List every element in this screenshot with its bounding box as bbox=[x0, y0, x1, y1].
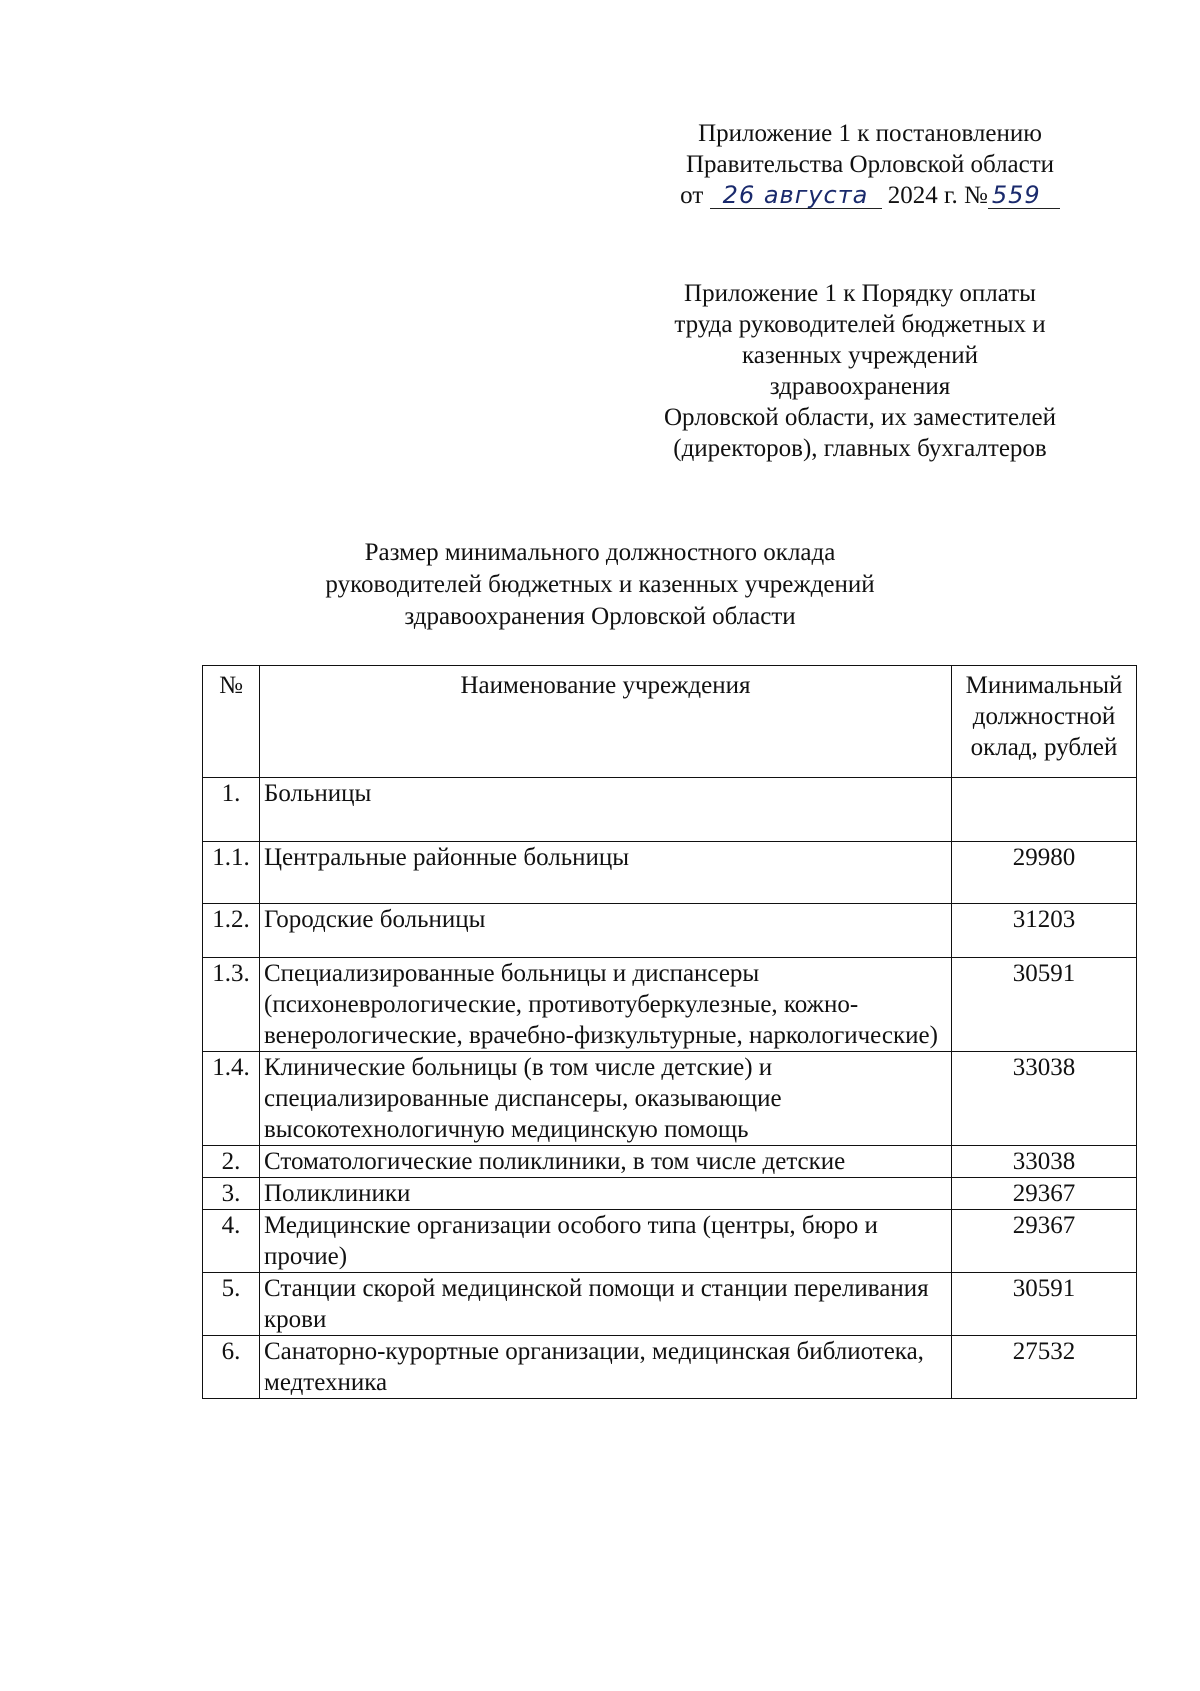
appendix-2-line: казенных учреждений bbox=[741, 342, 979, 369]
header-min-salary: Минимальный должностной оклад, рублей bbox=[952, 666, 1137, 778]
row-number: 4. bbox=[203, 1210, 260, 1273]
row-institution-name: Городские больницы bbox=[260, 904, 952, 958]
appendix-2-line: Орловской области, их заместителей bbox=[663, 404, 1057, 431]
table-row bbox=[203, 842, 1137, 904]
table-row bbox=[203, 1052, 1137, 1146]
appendix-2-line: здравоохранения bbox=[769, 373, 951, 400]
handwritten-number: 559 bbox=[988, 182, 1060, 209]
table-header-row bbox=[203, 666, 1137, 778]
row-min-salary: 30591 bbox=[952, 958, 1137, 1052]
header-number: № bbox=[203, 666, 260, 778]
row-number: 6. bbox=[203, 1336, 260, 1399]
appendix-1-date-line bbox=[640, 180, 1100, 211]
row-number: 1. bbox=[203, 778, 260, 842]
row-min-salary: 31203 bbox=[952, 904, 1137, 958]
row-min-salary: 29367 bbox=[952, 1178, 1137, 1210]
table-row bbox=[203, 778, 1137, 842]
salary-table bbox=[202, 665, 1137, 1399]
row-institution-name: Санаторно-курортные организации, медицинская библиотека, медтехника bbox=[260, 1336, 952, 1399]
row-number: 1.4. bbox=[203, 1052, 260, 1146]
document-title bbox=[300, 537, 900, 633]
table-row bbox=[203, 1336, 1137, 1399]
table-row bbox=[203, 1178, 1137, 1210]
appendix-1-line-1: Приложение 1 к постановлению bbox=[698, 120, 1042, 147]
row-institution-name: Поликлиники bbox=[260, 1178, 952, 1210]
row-number: 2. bbox=[203, 1146, 260, 1178]
row-min-salary: 33038 bbox=[952, 1052, 1137, 1146]
row-min-salary: 29367 bbox=[952, 1210, 1137, 1273]
table-row bbox=[203, 958, 1137, 1052]
row-min-salary: 29980 bbox=[952, 842, 1137, 904]
row-min-salary: 27532 bbox=[952, 1336, 1137, 1399]
appendix-1-line-2: Правительства Орловской области bbox=[685, 151, 1055, 178]
title-line: руководителей бюджетных и казенных учреждений bbox=[325, 571, 875, 598]
title-line: Размер минимального должностного оклада bbox=[364, 539, 836, 566]
handwritten-date: 26 августа bbox=[710, 182, 882, 209]
row-min-salary: 33038 bbox=[952, 1146, 1137, 1178]
table-row bbox=[203, 1273, 1137, 1336]
row-institution-name: Клинические больницы (в том числе детские) и специализированные диспансеры, оказывающие высокотехнологичную медицинскую помощь bbox=[260, 1052, 952, 1146]
appendix-2-line: труда руководителей бюджетных и bbox=[674, 311, 1046, 338]
appendix-1-header bbox=[640, 118, 1100, 211]
row-number: 1.1. bbox=[203, 842, 260, 904]
header-institution-name: Наименование учреждения bbox=[260, 666, 952, 778]
appendix-2-line: (директоров), главных бухгалтеров bbox=[673, 435, 1047, 462]
table-row bbox=[203, 1210, 1137, 1273]
date-prefix: от bbox=[680, 182, 704, 209]
row-institution-name: Больницы bbox=[260, 778, 952, 842]
year-text: 2024 г. № bbox=[887, 182, 988, 209]
table-row bbox=[203, 904, 1137, 958]
table-row bbox=[203, 1146, 1137, 1178]
row-min-salary bbox=[952, 778, 1137, 842]
row-institution-name: Стоматологические поликлиники, в том числе детские bbox=[260, 1146, 952, 1178]
row-number: 5. bbox=[203, 1273, 260, 1336]
title-line: здравоохранения Орловской области bbox=[404, 603, 796, 630]
row-min-salary: 30591 bbox=[952, 1273, 1137, 1336]
appendix-2-header bbox=[600, 278, 1120, 464]
row-institution-name: Станции скорой медицинской помощи и станции переливания крови bbox=[260, 1273, 952, 1336]
row-number: 1.3. bbox=[203, 958, 260, 1052]
row-institution-name: Медицинские организации особого типа (центры, бюро и прочие) bbox=[260, 1210, 952, 1273]
row-number: 1.2. bbox=[203, 904, 260, 958]
row-institution-name: Специализированные больницы и диспансеры (психоневрологические, противотуберкулезные, кожно-венерологические, врачебно-физкультурные, наркологические) bbox=[260, 958, 952, 1052]
row-institution-name: Центральные районные больницы bbox=[260, 842, 952, 904]
appendix-2-line: Приложение 1 к Порядку оплаты bbox=[684, 280, 1036, 307]
row-number: 3. bbox=[203, 1178, 260, 1210]
